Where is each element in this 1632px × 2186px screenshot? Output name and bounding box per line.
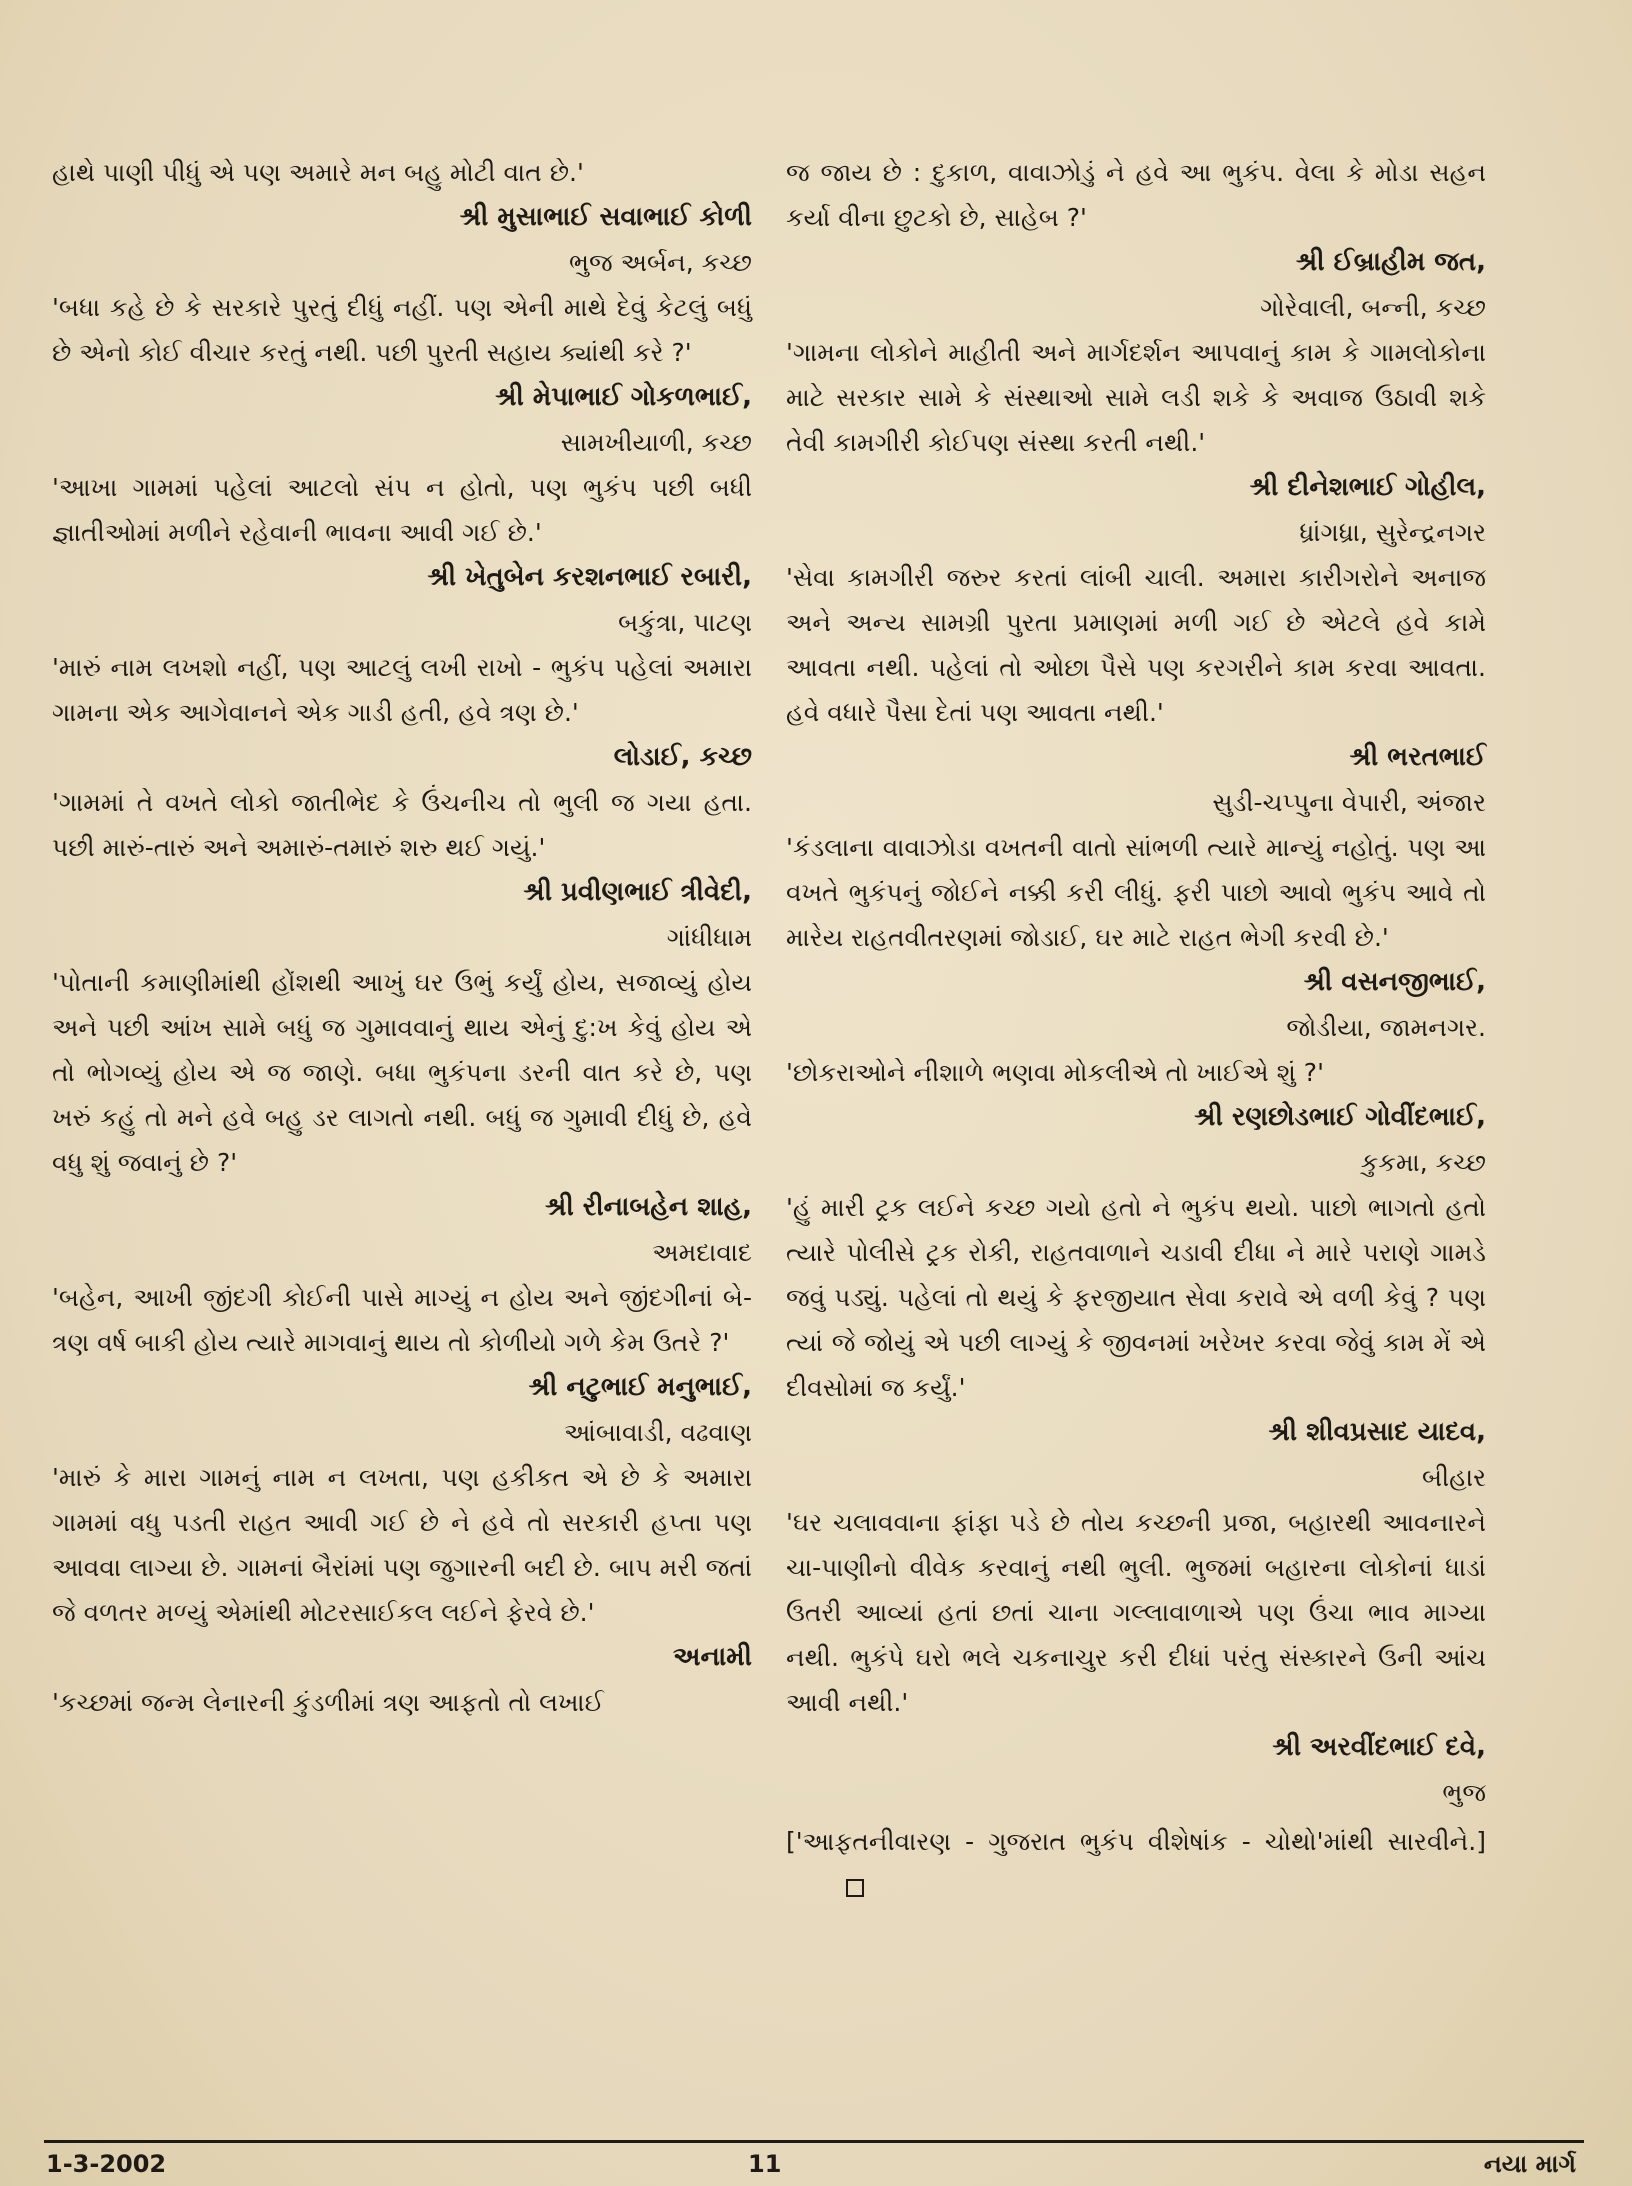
quote-text	[786, 825, 1486, 960]
quote-text	[52, 150, 752, 195]
text-content: 'બહેન, આખી જીંદગી કોઈની પાસે માગ્યું ન હોય અને જીંદગીનાં બે-ત્રણ વર્ષ બાકી હોય ત્યારે માગવાનું થાય તો કોળીયો ગળે કેમ ઉતરે ?'	[52, 1283, 752, 1357]
text-content: શ્રી રીનાબહેન શાહ,	[545, 1192, 752, 1222]
text-content: જ જાય છે : દુકાળ, વાવાઝોડું ને હવે આ ભુકંપ. વેલા કે મોડા સહન કર્યા વીના છુટકો છે, સાહેબ ?'	[786, 158, 1486, 232]
text-content: શ્રી વસનજીભાઈ,	[1303, 967, 1486, 997]
text-content: અનામી	[673, 1642, 752, 1672]
text-content: 'છોકરાઓને નીશાળે ભણવા મોકલીએ તો ખાઈએ શું ?'	[786, 1058, 1324, 1087]
footer-rule	[44, 2140, 1584, 2143]
speaker-place	[786, 1455, 1486, 1500]
quote-text	[52, 1455, 752, 1635]
text-content: ગોરેવાલી, બન્ની, કચ્છ	[1260, 293, 1486, 322]
text-content: 'આખા ગામમાં પહેલાં આટલો સંપ ન હોતો, પણ ભુકંપ પછી બધી જ્ઞાતીઓમાં મળીને રહેવાની ભાવના આવી ગઈ છે.'	[52, 473, 752, 547]
quote-text	[52, 465, 752, 555]
speaker-name	[786, 465, 1486, 510]
end-mark-box-icon	[846, 1879, 864, 1897]
quote-text	[786, 555, 1486, 735]
text-content: શ્રી મુસાભાઈ સવાભાઈ કોળી	[459, 202, 752, 232]
speaker-name	[52, 870, 752, 915]
quote-text	[786, 330, 1486, 465]
text-content: શ્રી ખેતુબેન કરશનભાઈ રબારી,	[427, 562, 752, 592]
text-content: કુકમા, કચ્છ	[1360, 1148, 1486, 1177]
speaker-name	[786, 1095, 1486, 1140]
text-content: 'સેવા કામગીરી જરુર કરતાં લાંબી ચાલી. અમારા કારીગરોને અનાજ અને અન્ય સામગ્રી પુરતા પ્રમાણમાં મળી ગઈ છે એટલે હવે કામે આવતા નથી. પહેલાં તો ઓછા પૈસે પણ કરગરીને કામ કરવા આવતા. હવે વધારે પૈસા દેતાં પણ આવતા નથી.'	[786, 563, 1486, 727]
text-content: ભુજ	[1442, 1778, 1486, 1807]
page-number: 11	[748, 2150, 782, 2178]
text-content: 'ગામમાં તે વખતે લોકો જાતીભેદ કે ઉંચનીચ તો ભુલી જ ગયા હતા. પછી મારું-તારું અને અમારું-તમારું શરુ થઈ ગયું.'	[52, 788, 752, 862]
text-content: સુડી-ચપ્પુના વેપારી, અંજાર	[1212, 788, 1486, 817]
text-content: શ્રી ભરતભાઈ	[1349, 742, 1486, 772]
text-content: હાથે પાણી પીધું એ પણ અમારે મન બહુ મોટી વાત છે.'	[52, 158, 584, 187]
speaker-place	[786, 1005, 1486, 1050]
quote-text	[786, 1185, 1486, 1410]
text-content: જોડીયા, જામનગર.	[1286, 1013, 1486, 1042]
speaker-place	[52, 240, 752, 285]
quote-text	[52, 285, 752, 375]
text-content: શ્રી શીવપ્રસાદ યાદવ,	[1268, 1417, 1486, 1447]
speaker-name	[52, 1185, 752, 1230]
speaker-place	[52, 915, 752, 960]
quote-text	[52, 960, 752, 1185]
speaker-place	[52, 1410, 752, 1455]
text-content: અમદાવાદ	[652, 1238, 752, 1267]
speaker-name	[52, 735, 752, 780]
text-content: 'બધા કહે છે કે સરકારે પુરતું દીધું નહીં. પણ એની માથે દેવું કેટલું બધું છે એનો કોઈ વીચાર કરતું નથી. પછી પુરતી સહાય ક્યાંથી કરે ?'	[52, 293, 752, 367]
speaker-name	[786, 1410, 1486, 1455]
text-content: 'મારું કે મારા ગામનું નામ ન લખતા, પણ હકીકત એ છે કે અમારા ગામમાં વધુ પડતી રાહત આવી ગઈ છે ને હવે તો સરકારી હપ્તા પણ આવવા લાગ્યા છે. ગામનાં બૈરાંમાં પણ જુગારની બદી છે. બાપ મરી જતાં જે વળતર મળ્યું એમાંથી મોટરસાઈકલ લઈને ફેરવે છે.'	[52, 1463, 752, 1627]
text-content: 'ઘર ચલાવવાના ફાંફા પડે છે તોય કચ્છની પ્રજા, બહારથી આવનારને ચા-પાણીનો વીવેક કરવાનું નથી ભુલી. ભુજમાં બહારના લોકોનાં ધાડાં ઉતરી આવ્યાં હતાં છતાં ચાના ગલ્લાવાળાએ પણ ઉંચા ભાવ માગ્યા નથી. ભુકંપે ઘરો ભલે ચકનાચુર કરી દીધાં પરંતુ સંસ્કારને ઉની આંચ આવી નથી.'	[786, 1508, 1486, 1717]
text-content: ગાંધીધામ	[666, 923, 752, 952]
text-content: ['આફતનીવારણ - ગુજરાત ભુકંપ વીશેષાંક - ચોથો'માંથી સારવીને.]	[786, 1827, 1486, 1856]
speaker-place	[786, 780, 1486, 825]
text-content: બીહાર	[1421, 1463, 1486, 1492]
text-content: આંબાવાડી, વઢવાણ	[564, 1418, 752, 1447]
text-content: ધ્રાંગધ્રા, સુરેન્દ્રનગર	[1299, 518, 1486, 547]
text-content: શ્રી રણછોડભાઈ ગોવીંદભાઈ,	[1194, 1102, 1486, 1132]
text-content: 'કંડલાના વાવાઝોડા વખતની વાતો સાંભળી ત્યારે માન્યું નહોતું. પણ આ વખતે ભુકંપનું જોઈને નક્કી કરી લીધું. ફરી પાછો આવો ભુકંપ આવે તો મારેય રાહતવીતરણમાં જોડાઈ, ઘર માટે રાહત ભેગી કરવી છે.'	[786, 833, 1486, 952]
text-content: શ્રી મેપાભાઈ ગોકળભાઈ,	[495, 382, 752, 412]
speaker-name	[52, 555, 752, 600]
text-content: 'પોતાની કમાણીમાંથી હોંશથી આખું ઘર ઉભું કર્યું હોય, સજાવ્યું હોય અને પછી આંખ સામે બધું જ ગુમાવવાનું થાય એનું દુ:ખ કેવું હોય એ તો ભોગવ્યું હોય એ જ જાણે. બધા ભુકંપના ડરની વાત કરે છે, પણ ખરું કહું તો મને હવે બહુ ડર લાગતો નથી. બધું જ ગુમાવી દીધું છે, હવે વધુ શું જવાનું છે ?'	[52, 968, 752, 1177]
text-content: સામખીયાળી, કચ્છ	[560, 428, 752, 457]
quote-text	[52, 780, 752, 870]
speaker-place	[52, 600, 752, 645]
speaker-name	[786, 735, 1486, 780]
speaker-name	[786, 960, 1486, 1005]
text-content: શ્રી નટુભાઈ મનુભાઈ,	[528, 1372, 752, 1402]
text-content: 'મારું નામ લખશો નહીં, પણ આટલું લખી રાખો - ભુકંપ પહેલાં અમારા ગામના એક આગેવાનને એક ગાડી હતી, હવે ત્રણ છે.'	[52, 653, 752, 727]
quote-text	[786, 1500, 1486, 1725]
text-content: 'કચ્છમાં જન્મ લેનારની કુંડળીમાં ત્રણ આફતો તો લખાઈ	[52, 1688, 604, 1717]
speaker-place	[52, 1230, 752, 1275]
speaker-name	[52, 1635, 752, 1680]
speaker-name	[52, 1365, 752, 1410]
speaker-name	[786, 240, 1486, 285]
speaker-name	[52, 375, 752, 420]
speaker-name	[786, 1725, 1486, 1770]
source-note	[786, 1819, 1486, 1909]
text-content: શ્રી ઈબ્રાહીમ જત,	[1295, 247, 1486, 277]
magazine-title: નયા માર્ગ	[1483, 2150, 1576, 2178]
quote-text	[52, 1275, 752, 1365]
text-content: શ્રી પ્રવીણભાઈ ત્રીવેદી,	[523, 877, 752, 907]
quote-text	[52, 1680, 752, 1725]
text-content: ભુજ અર્બન, કચ્છ	[569, 248, 752, 277]
text-content: શ્રી દીનેશભાઈ ગોહીલ,	[1249, 472, 1486, 502]
speaker-place	[786, 510, 1486, 555]
speaker-place	[52, 420, 752, 465]
speaker-place	[786, 285, 1486, 330]
quote-text	[52, 645, 752, 735]
text-content: બકુંત્રા, પાટણ	[618, 608, 752, 637]
quote-text	[786, 150, 1486, 240]
text-content: 'હું મારી ટ્રક લઈને કચ્છ ગયો હતો ને ભુકંપ થયો. પાછો ભાગતો હતો ત્યારે પોલીસે ટ્રક રોકી, રાહતવાળાને ચડાવી દીધા ને મારે પરાણે ગામડે જવું પડ્યું. પહેલાં તો થયું કે ફરજીયાત સેવા કરાવે એ વળી કેવું ? પણ ત્યાં જે જોયું એ પછી લાગ્યું કે જીવનમાં ખરેખર કરવા જેવું કામ મેં એ દીવસોમાં જ કર્યું.'	[786, 1193, 1486, 1402]
left-column	[52, 150, 752, 1725]
speaker-name	[52, 195, 752, 240]
text-content: લોડાઈ, કચ્છ	[613, 742, 752, 772]
quote-text	[786, 1050, 1486, 1095]
speaker-place	[786, 1140, 1486, 1185]
footer-date: 1-3-2002	[46, 2150, 167, 2178]
speaker-place	[786, 1770, 1486, 1815]
text-content: શ્રી અરવીંદભાઈ દવે,	[1272, 1732, 1486, 1762]
right-column	[786, 150, 1486, 1909]
text-content: 'ગામના લોકોને માહીતી અને માર્ગદર્શન આપવાનું કામ કે ગામલોકોના માટે સરકાર સામે કે સંસ્થાઓ સામે લડી શકે કે અવાજ ઉઠાવી શકે તેવી કામગીરી કોઈપણ સંસ્થા કરતી નથી.'	[786, 338, 1486, 457]
